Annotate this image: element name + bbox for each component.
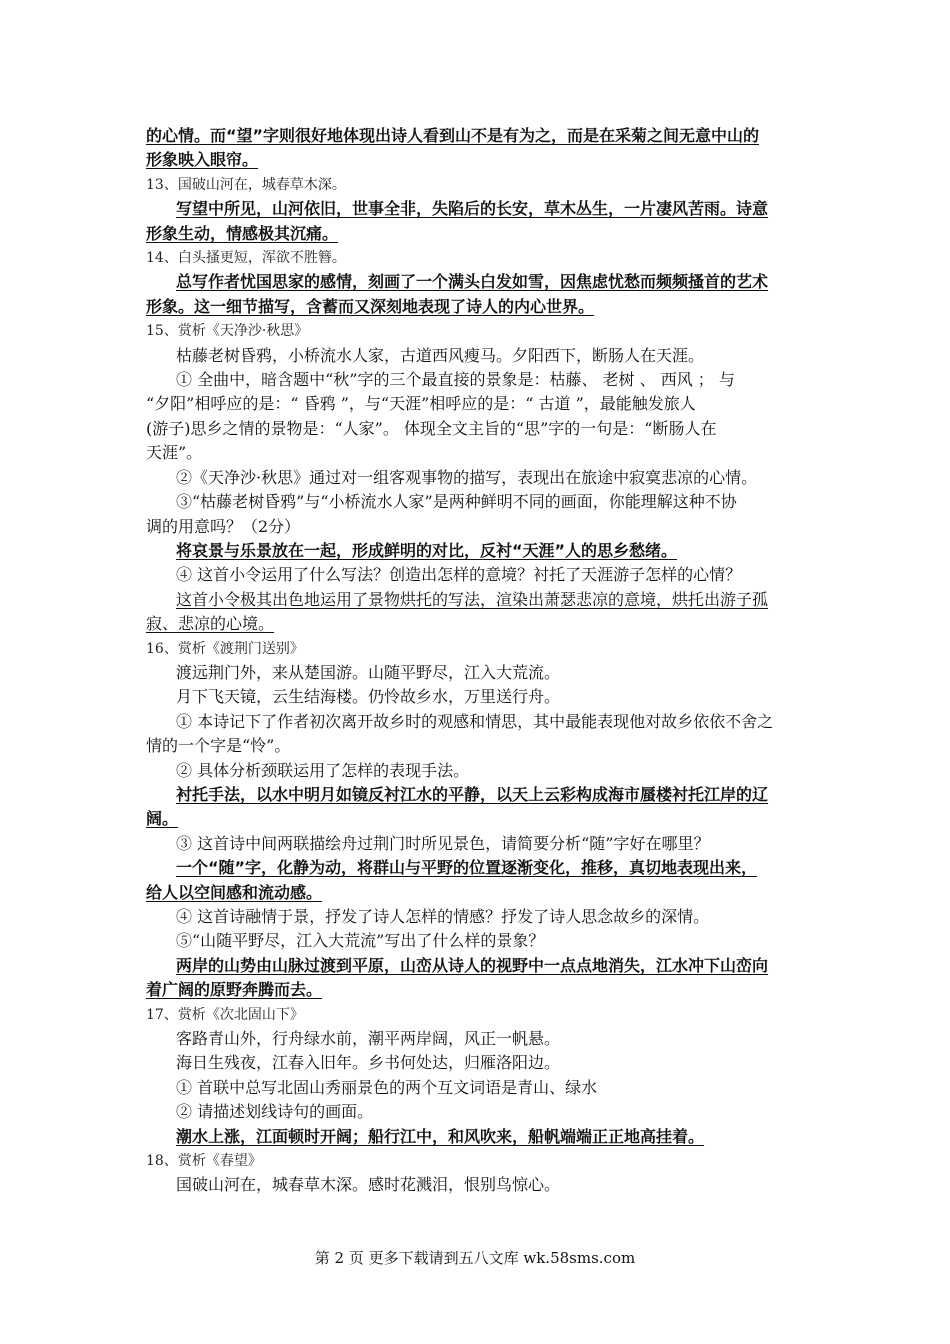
- question-text: ② 请描述划线诗句的画面。: [176, 1102, 374, 1122]
- question-text: ① 首联中总写北固山秀丽景色的两个互文词语是青山、绿水: [176, 1077, 598, 1097]
- answer-text: 着广阔的原野奔腾而去。: [146, 980, 323, 1000]
- page-footer: 第 2 页 更多下载请到五八文库 wk.58sms.com: [314, 1249, 636, 1267]
- text-line: 形象映入眼帘。: [146, 150, 259, 170]
- answer-text: 给人以空间感和流动感。: [146, 882, 323, 902]
- answer-text: 写望中所见，山河依旧，世事全非，失陷后的长安，草木丛生，一片凄风苦雨。诗意: [176, 199, 769, 219]
- question-text: (游子)思乡之情的景物是：“人家”。 体现全文主旨的“思”字的一句是：“断肠人在: [146, 418, 717, 438]
- question-heading: 15、赏析《天净沙·秋思》: [146, 323, 309, 340]
- answer-text: 形象。这一细节描写，含蓄而又深刻地表现了诗人的内心世界。: [146, 296, 595, 316]
- question-text: ④ 这首诗融情于景，抒发了诗人怎样的情感？抒发了诗人思念故乡的深情。: [176, 907, 710, 926]
- question-text: ②《天净沙·秋思》通过对一组客观事物的描写，表现出在旅途中寂寞悲凉的心情。: [176, 467, 758, 487]
- answer-text: 阔。: [146, 809, 179, 829]
- question-text: ④ 这首小令运用了什么写法？创造出怎样的意境？衬托了天涯游子怎样的心情？: [176, 565, 742, 585]
- question-text: ① 本诗记下了作者初次离开故乡时的观感和情思，其中最能表现他对故乡依依不舍之: [176, 711, 774, 731]
- poem-line: 客路青山外，行舟绿水前，潮平两岸阔，风正一帆悬。: [176, 1029, 561, 1049]
- question-text: ① 全曲中，暗含题中“秋”字的三个最直接的景象是：枯藤、 老树 、 西风 ； 与: [176, 370, 735, 390]
- question-heading: 17、赏析《次北固山下》: [146, 1006, 304, 1023]
- answer-text: 两岸的山势由山脉过渡到平原，山峦从诗人的视野中一点点地消失，江水冲下山峦向: [176, 955, 769, 975]
- question-text: 调的用意吗？（2分）: [146, 516, 301, 536]
- question-text: ③“枯藤老树昏鸦”与“小桥流水人家”是两种鲜明不同的画面，你能理解这种不协: [176, 492, 737, 512]
- question-text: 情的一个字是“怜”。: [146, 736, 291, 756]
- question-text: ⑤“山随平野尽，江入大荒流”写出了什么样的景象？: [176, 931, 545, 951]
- answer-text: 形象生动，情感极其沉痛。: [146, 223, 339, 243]
- answer-text: 总写作者忧国思家的感情，刻画了一个满头白发如雪，因焦虑忧愁而频频搔首的艺术: [176, 272, 769, 292]
- answer-text: 衬托手法，以水中明月如镜反衬江水的平静，以天上云彩构成海市蜃楼衬托江岸的辽: [176, 784, 769, 804]
- question-heading: 16、赏析《渡荆门送别》: [146, 640, 304, 657]
- question-heading: 18、赏析《春望》: [146, 1153, 262, 1170]
- question-text: ③ 这首诗中间两联描绘舟过荆门时所见景色，请简要分析“随”字好在哪里？: [176, 833, 710, 853]
- answer-text: 这首小令极其出色地运用了景物烘托的写法，渲染出萧瑟悲凉的意境，烘托出游子孤: [176, 589, 769, 609]
- poem-line: 月下飞天镜，云生结海楼。仍怜故乡水，万里送行舟。: [176, 687, 561, 707]
- question-text: 天涯”。: [146, 443, 203, 463]
- question-text: ② 具体分析颈联运用了怎样的表现手法。: [176, 760, 470, 780]
- poem-line: 渡远荆门外，来从楚国游。山随平野尽，江入大荒流。: [176, 662, 561, 682]
- answer-text: 寂、悲凉的心境。: [146, 614, 275, 634]
- text-line: 的心情。而“望”字则很好地体现出诗人看到山不是有为之，而是在采菊之间无意中山的: [146, 126, 760, 145]
- answer-text: 一个“随”字，化静为动，将群山与平野的位置逐渐变化，推移，真切地表现出来，: [176, 858, 758, 878]
- document-body: [146, 124, 810, 1198]
- poem-line: 海日生残夜，江春入旧年。乡书何处达，归雁洛阳边。: [176, 1053, 561, 1073]
- answer-text: 将哀景与乐景放在一起，形成鲜明的对比，反衬“天涯”人的思乡愁绪。: [176, 540, 678, 560]
- poem-line: 枯藤老树昏鸦，小桥流水人家，古道西风瘦马。夕阳西下，断肠人在天涯。: [176, 345, 705, 365]
- poem-line: 国破山河在，城春草木深。感时花溅泪，恨别鸟惊心。: [176, 1175, 561, 1195]
- question-heading: 14、白头搔更短，浑欲不胜簪。: [146, 250, 346, 267]
- question-heading: 13、国破山河在，城春草木深。: [146, 176, 346, 193]
- question-text: “夕阳”相呼应的是：“ 昏鸦 ”，与“天涯”相呼应的是：“ 古道 ”，最能触发旅人: [146, 394, 696, 414]
- answer-text: 潮水上涨，江面顿时开阔；船行江中，和风吹来，船帆端端正正地高挂着。: [176, 1126, 705, 1146]
